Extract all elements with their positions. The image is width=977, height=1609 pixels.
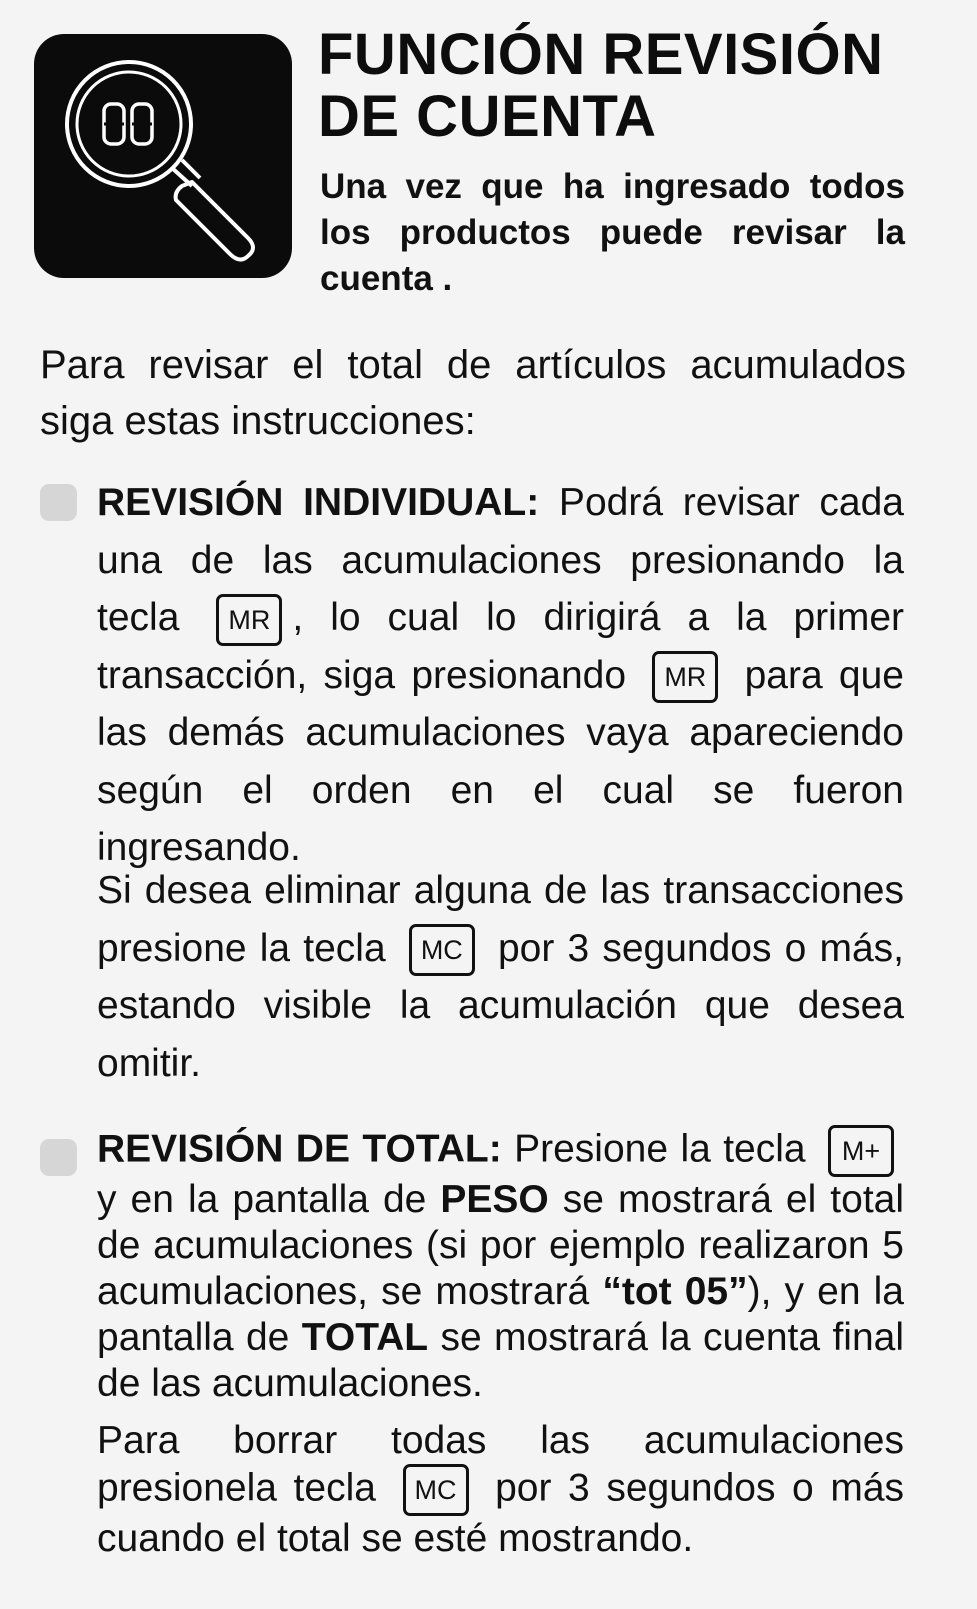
subtitle: Una vez que ha ingresado todos los productos puede revisar la cuenta . — [320, 167, 905, 298]
total-text-4: ), y en la pantalla de — [97, 1270, 904, 1359]
bullet-total — [40, 1139, 77, 1176]
intro-text: Para revisar el total de artículos acumulados siga estas instrucciones: — [40, 343, 906, 443]
total-delete-text-2: por 3 segundos o más cuando el total se esté mostrando. — [97, 1466, 905, 1560]
total-text-1: Presione la tecla — [501, 1127, 806, 1171]
individual-delete-paragraph — [97, 862, 904, 1092]
individual-text-2: , lo cual lo dirigirá a la primer transacción, siga presionando — [97, 596, 904, 697]
title-line-1: FUNCIÓN REVISIÓN — [318, 22, 884, 87]
individual-text-1: Podrá revisar cada una de las acumulaciones presionando la tecla — [97, 481, 904, 639]
m-plus-key: M+ — [828, 1125, 894, 1177]
mr-key: MR — [216, 594, 282, 646]
total-text-3: se mostrará el total de acumulaciones (si por ejemplo realizaron 5 acumulaciones, se mostrará — [97, 1178, 905, 1313]
individual-delete-text-1: Si desea eliminar alguna de las transacciones presione la tecla — [97, 869, 904, 970]
mc-key-2: MC — [403, 1464, 469, 1516]
mc-key: MC — [409, 924, 475, 976]
total-label: TOTAL — [301, 1316, 429, 1359]
total-text-5: se mostrará la cuenta final de las acumulaciones. — [97, 1316, 904, 1405]
individual-paragraph — [97, 474, 904, 877]
magnifier-display-icon — [34, 34, 292, 278]
peso-label: PESO — [440, 1178, 549, 1221]
header-icon-box — [34, 34, 292, 278]
individual-delete-text-2: por 3 segundos o más, estando visible la acumulación que desea omitir. — [97, 926, 904, 1085]
total-paragraph — [97, 1125, 904, 1407]
individual-heading: REVISIÓN INDIVIDUAL: — [97, 481, 540, 524]
mr-key-2: MR — [652, 651, 718, 703]
total-delete-text-1: Para borrar todas las acumulaciones presionela tecla — [97, 1419, 904, 1510]
bullet-individual — [40, 484, 77, 521]
page-title — [318, 24, 884, 148]
title-line-2: DE CUENTA — [318, 84, 657, 149]
tot-example: “tot 05” — [602, 1270, 748, 1313]
total-delete-paragraph — [97, 1418, 904, 1562]
total-text-2: y en la pantalla de — [97, 1178, 441, 1221]
individual-text-3: para que las demás acumulaciones vaya apareciendo según el orden en el cual se fueron ingresando. — [97, 653, 904, 869]
total-heading: REVISIÓN DE TOTAL: — [97, 1127, 502, 1171]
